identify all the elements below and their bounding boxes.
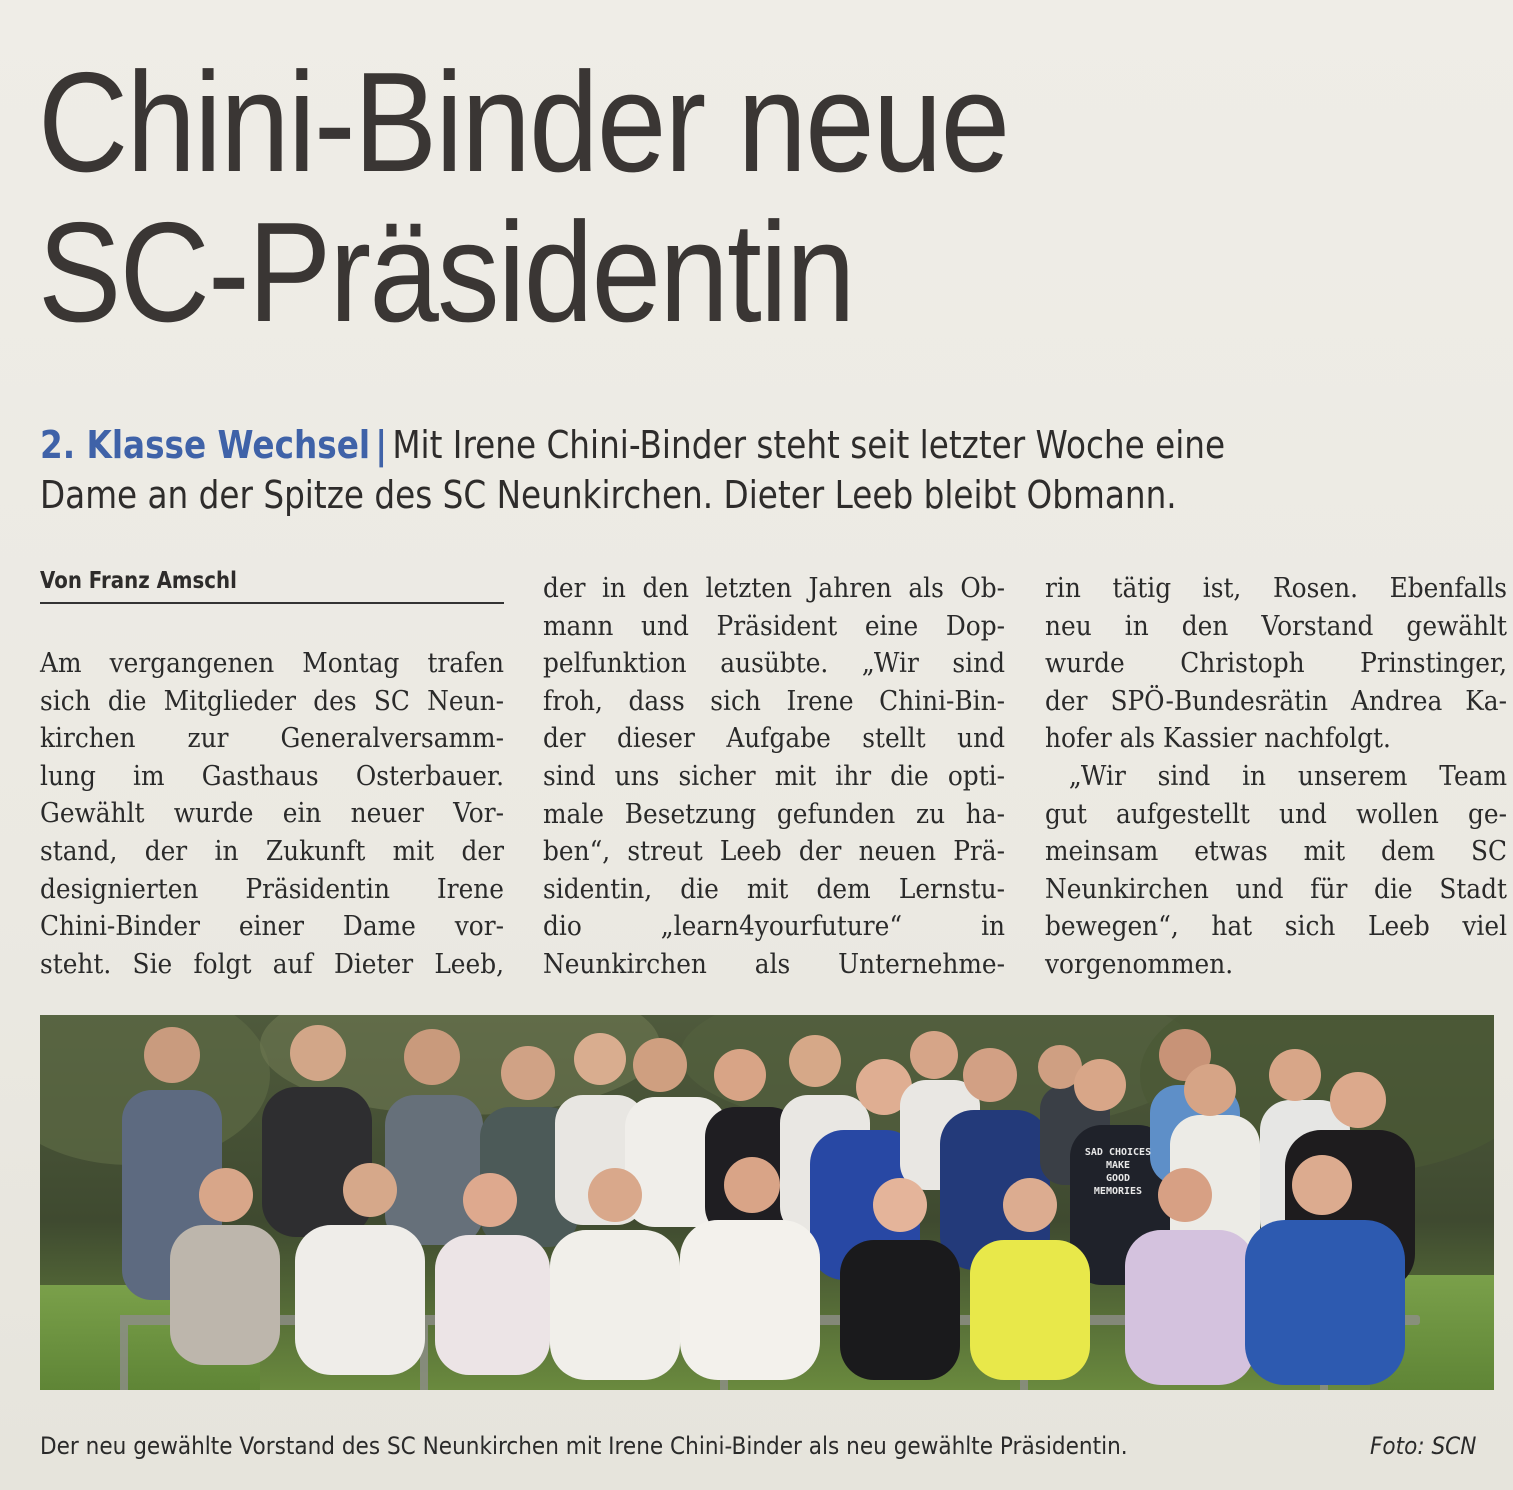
- subhead-line-2: Dame an der Spitze des SC Neunkirchen. Dieter Leeb bleibt Obmann.: [40, 473, 1177, 517]
- text-line: Neunkirchen und für die Stadt: [1045, 873, 1508, 905]
- text-line: rin tätig ist, Rosen. Ebenfalls: [1045, 573, 1508, 604]
- byline: [40, 566, 504, 604]
- text-line: pelfunktion ausübte. „Wir sind: [543, 648, 1006, 680]
- shirt-print-line: SAD CHOICES: [1084, 1147, 1152, 1158]
- text-line: male Besetzung gefunden zu ha-: [543, 798, 1006, 830]
- body-paragraph: [1045, 570, 1507, 984]
- subhead-line-1: [40, 420, 1304, 470]
- text-line: ben“, streut Leeb der neuen Prä-: [543, 836, 1006, 868]
- text-line: sich die Mitglieder des SC Neun-: [40, 685, 505, 717]
- text-line: steht. Sie folgt auf Dieter Leeb,: [40, 948, 505, 980]
- text-line: Neunkirchen als Unternehme-: [543, 948, 1006, 980]
- headline: [38, 43, 1305, 352]
- text-line: hofer als Kassier nachfolgt.: [1045, 723, 1391, 755]
- text-line: lung im Gasthaus Osterbauer.: [40, 760, 505, 792]
- photo-credit: Foto: SCN: [1370, 1432, 1477, 1460]
- text-line: Chini-Binder einer Dame vor-: [40, 911, 505, 943]
- kicker-separator: |: [375, 423, 388, 467]
- subhead-text-1: Mit Irene Chini-Binder steht seit letzter Woche eine: [392, 423, 1226, 467]
- text-line: sidentin, die mit dem Lernstu-: [543, 873, 1006, 905]
- shirt-print-line: GOOD: [1105, 1173, 1131, 1184]
- body-column-1: [40, 645, 504, 983]
- group-photo-illustration: [40, 1015, 1494, 1390]
- text-line: vorgenommen.: [1045, 948, 1234, 980]
- text-line: bewegen“, hat sich Leeb viel: [1045, 911, 1508, 943]
- text-line: Am vergangenen Montag trafen: [40, 648, 505, 679]
- shirt-print-line: MAKE: [1105, 1160, 1131, 1171]
- text-line: sind uns sicher mit ihr die opti-: [543, 760, 1006, 792]
- headline-line-1: Chini-Binder neue: [38, 43, 1009, 202]
- subheadline: [40, 420, 1304, 520]
- body-paragraph: [543, 570, 1005, 984]
- body-paragraph: [40, 645, 504, 983]
- photo-caption: Der neu gewählte Vorstand des SC Neunkirchen mit Irene Chini-Binder als neu gewählte Präsidentin.: [40, 1432, 1128, 1460]
- text-line: dio „learn4yourfuture“ in: [543, 911, 1006, 943]
- text-line: Gewählt wurde ein neuer Vor-: [40, 798, 505, 830]
- text-line: designierten Präsidentin Irene: [40, 873, 505, 905]
- kicker: 2. Klasse Wechsel: [40, 423, 371, 467]
- text-line: meinsam etwas mit dem SC: [1045, 836, 1508, 868]
- text-line: kirchen zur Generalversamm-: [40, 723, 505, 755]
- text-line: gut aufgestellt und wollen ge-: [1045, 798, 1508, 830]
- text-line: der SPÖ-Bundesrätin Andrea Ka-: [1045, 685, 1508, 717]
- text-line: der in den letzten Jahren als Ob-: [543, 573, 1006, 604]
- body-column-2: [543, 570, 1005, 984]
- headline-line-2: SC-Präsidentin: [38, 193, 854, 352]
- group-photo: [40, 1015, 1494, 1390]
- text-line: stand, der in Zukunft mit der: [40, 835, 505, 867]
- body-column-3: [1045, 570, 1507, 984]
- text-line: froh, dass sich Irene Chini-Bin-: [543, 685, 1006, 717]
- text-line: der dieser Aufgabe stellt und: [543, 723, 1006, 755]
- text-line: neu in den Vorstand gewählt: [1045, 610, 1508, 642]
- text-line: „Wir sind in unserem Team: [1068, 760, 1508, 792]
- author: Von Franz Amschl: [40, 568, 237, 594]
- shirt-print-line: MEMORIES: [1093, 1186, 1143, 1197]
- text-line: wurde Christoph Prinstinger,: [1045, 648, 1508, 680]
- text-line: mann und Präsident eine Dop-: [543, 610, 1006, 642]
